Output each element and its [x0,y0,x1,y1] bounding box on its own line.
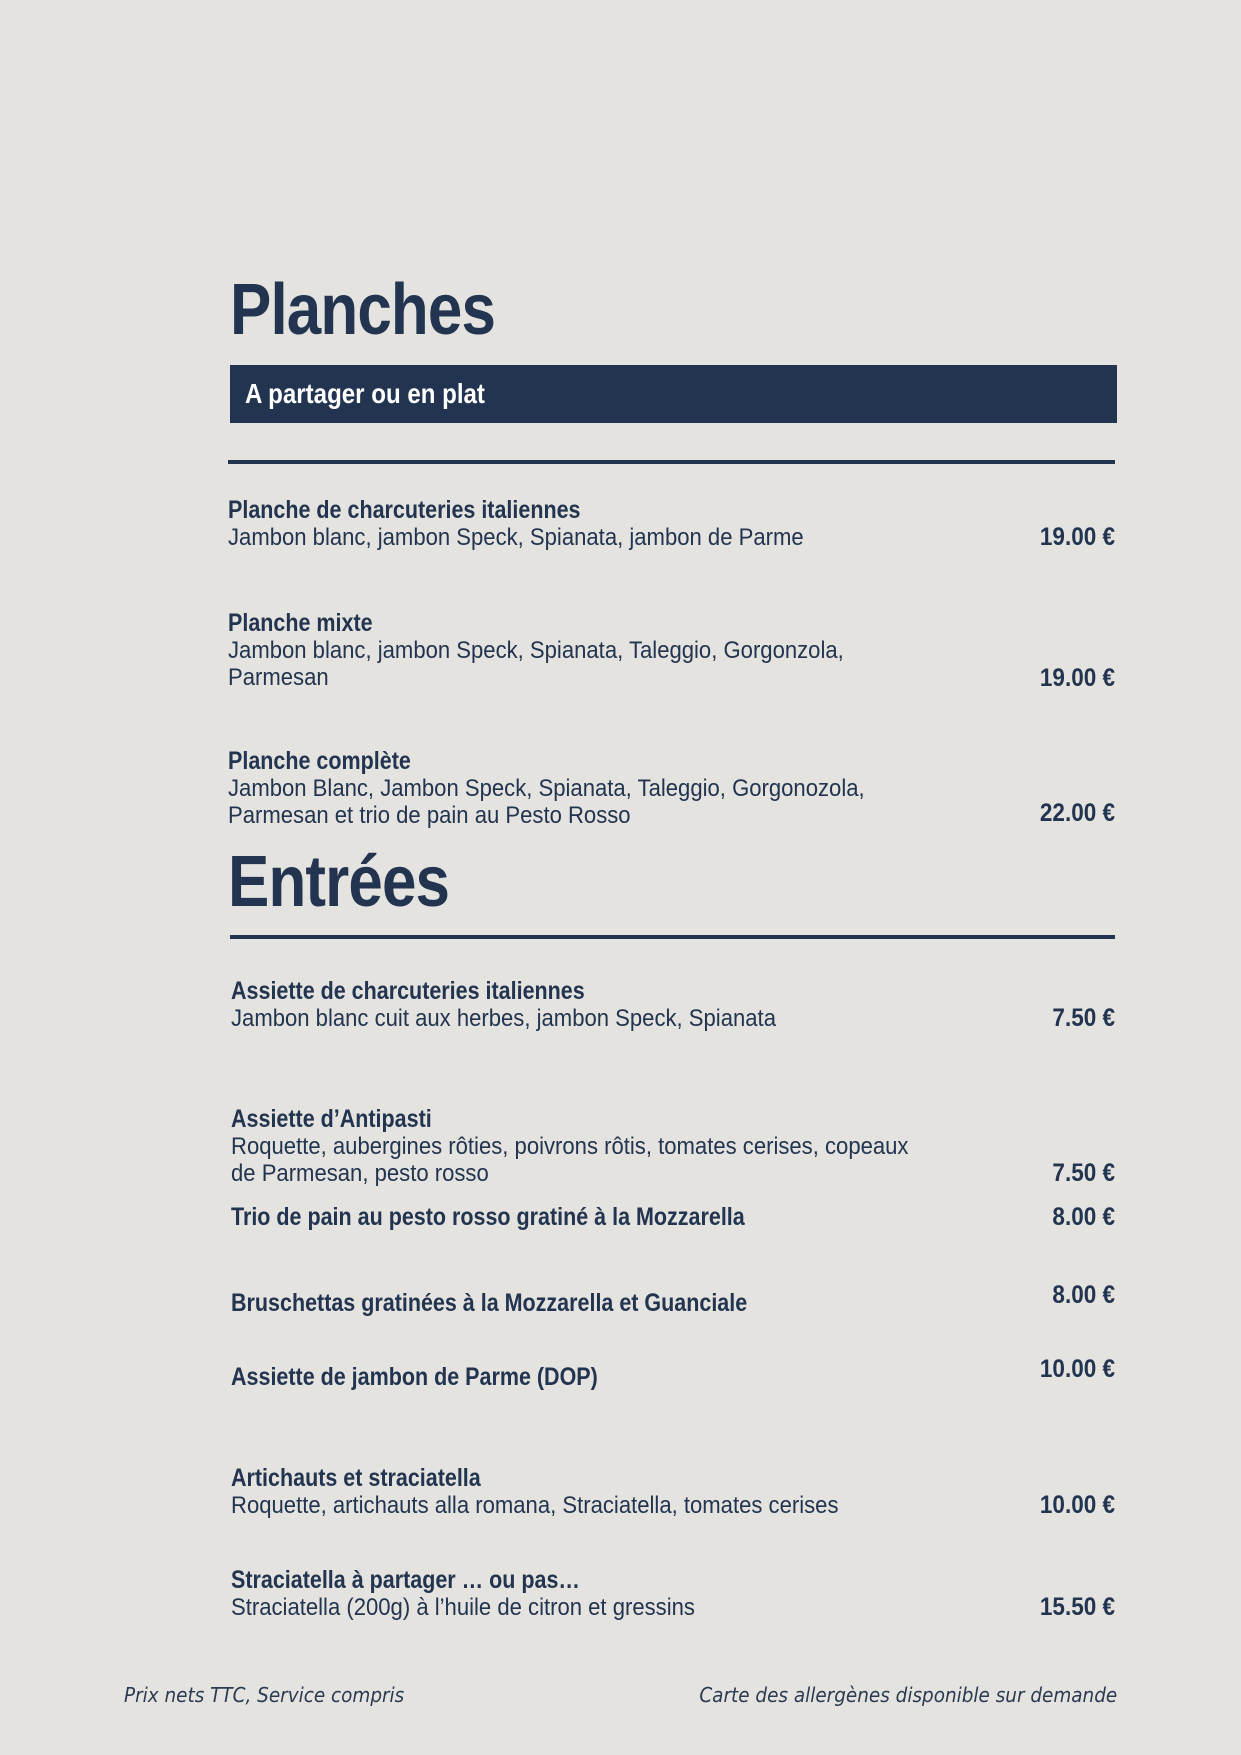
menu-item-description: Jambon blanc, jambon Speck, Spianata, Taleggio, Gorgonzola, Parmesan [228,637,844,691]
section-subtitle-banner [230,365,1117,423]
menu-item-name: Straciatella à partager … ou pas… [231,1566,580,1594]
menu-item [231,978,1115,1038]
menu-item-name: Assiette d’Antipasti [231,1105,432,1133]
menu-item [228,497,1115,557]
section-subtitle: A partager ou en plat [245,378,485,409]
menu-item-price: 10.00 € [1039,1355,1115,1383]
menu-item-price: 8.00 € [1052,1203,1115,1231]
menu-item [228,610,1115,695]
menu-item-price: 7.50 € [1052,1159,1115,1187]
section-title-entrees: Entrées [228,842,450,922]
menu-item [231,1567,1115,1627]
menu-item-price: 19.00 € [1039,523,1115,551]
menu-item [231,1204,1115,1234]
menu-item-description: Jambon blanc, jambon Speck, Spianata, jambon de Parme [228,524,804,551]
menu-item-description: Roquette, aubergines rôties, poivrons rôtis, tomates cerises, copeaux de Parmesan, pesto rosso [231,1133,909,1187]
menu-item-price: 15.50 € [1039,1593,1115,1621]
footer-prices-note: Prix nets TTC, Service compris [124,1683,405,1707]
menu-item-price: 22.00 € [1039,799,1115,827]
section-title-planches: Planches [230,270,496,350]
menu-item [231,1281,1115,1320]
menu-item-description: Roquette, artichauts alla romana, Straciatella, tomates cerises [231,1492,839,1519]
menu-item-description: Straciatella (200g) à l’huile de citron et gressins [231,1594,695,1621]
menu-item-price: 19.00 € [1039,664,1115,692]
section-divider [230,935,1115,939]
menu-item-name: Assiette de jambon de Parme (DOP) [231,1363,598,1391]
menu-item-name: Planche mixte [228,609,373,637]
menu-item-description: Jambon blanc cuit aux herbes, jambon Speck, Spianata [231,1005,776,1032]
menu-item-name: Planche de charcuteries italiennes [228,496,581,524]
menu-item-description: Jambon Blanc, Jambon Speck, Spianata, Taleggio, Gorgonozola, Parmesan et trio de pain au Pesto Rosso [228,775,865,829]
menu-item-name: Planche complète [228,747,411,775]
menu-item [231,1355,1115,1394]
menu-item [228,748,1115,833]
menu-item-price: 7.50 € [1052,1004,1115,1032]
menu-item-name: Bruschettas gratinées à la Mozzarella et Guanciale [231,1289,748,1317]
menu-item [231,1465,1115,1525]
section-divider [228,460,1115,464]
footer-allergens-note: Carte des allergènes disponible sur demande [699,1683,1117,1707]
menu-item [231,1106,1115,1191]
menu-item-name: Assiette de charcuteries italiennes [231,977,585,1005]
menu-item-name: Artichauts et straciatella [231,1464,481,1492]
menu-item-price: 8.00 € [1052,1281,1115,1309]
menu-item-name: Trio de pain au pesto rosso gratiné à la Mozzarella [231,1203,745,1231]
menu-item-price: 10.00 € [1039,1491,1115,1519]
